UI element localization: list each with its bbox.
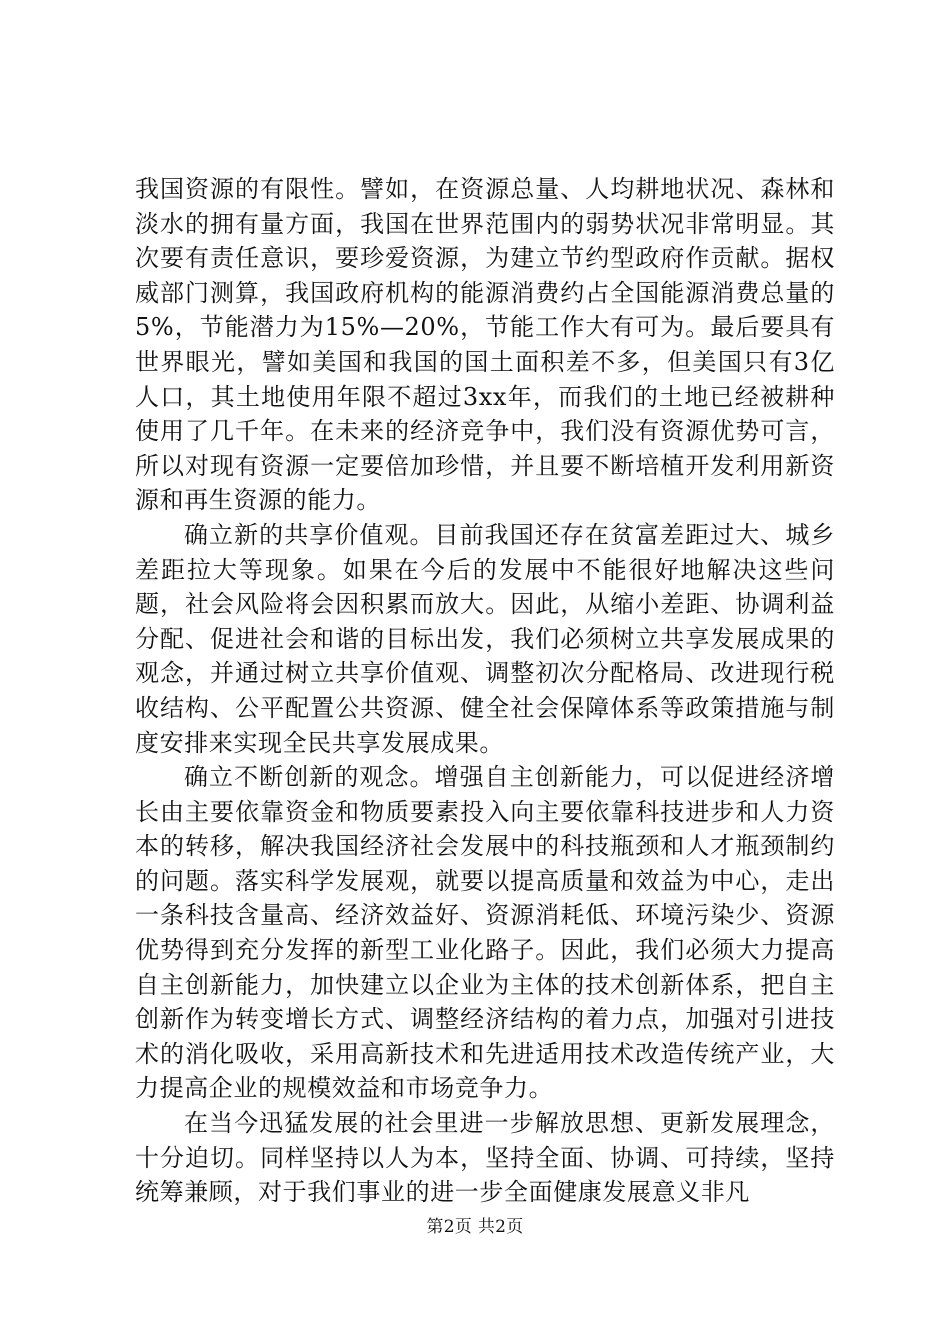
page-footer: 第2页 共2页 <box>426 1217 524 1237</box>
paragraph-conclusion: 在当今迅猛发展的社会里进一步解放思想、更新发展理念，十分迫切。同样坚持以人为本，坚持全面、协调、可持续，坚持统筹兼顾，对于我们事业的进一步全面健康发展意义非凡 <box>135 1109 835 1207</box>
paragraph-resources: 我国资源的有限性。譬如，在资源总量、人均耕地状况、森林和淡水的拥有量方面，我国在世界范围内的弱势状况非常明显。其次要有责任意识，要珍爱资源，为建立节约型政府作贡献。据权威部门测算，我国政府机构的能源消费约占全国能源消费总量的5%，节能潜力为15%—20%，节能工作大有可为。最后要具有世界眼光，譬如美国和我国的国土面积差不多，但美国只有3亿人口，其土地使用年限不超过3xx年，而我们的土地已经被耕种使用了几千年。在未来的经济竞争中，我们没有资源优势可言，所以对现有资源一定要倍加珍惜，并且要不断培植开发利用新资源和再生资源的能力。 <box>135 175 835 515</box>
body-text <box>135 172 835 1210</box>
paragraph-innovation: 确立不断创新的观念。增强自主创新能力，可以促进经济增长由主要依靠资金和物质要素投入向主要依靠科技进步和人力资本的转移，解决我国经济社会发展中的科技瓶颈和人才瓶颈制约的问题。落实科学发展观，就要以提高质量和效益为中心，走出一条科技含量高、经济效益好、资源消耗低、环境污染少、资源优势得到充分发挥的新型工业化路子。因此，我们必须大力提高自主创新能力，加快建立以企业为主体的技术创新体系，把自主创新作为转变增长方式、调整经济结构的着力点，加强对引进技术的消化吸收，采用高新技术和先进适用技术改造传统产业，大力提高企业的规模效益和市场竞争力。 <box>135 763 835 1103</box>
paragraph-shared-values: 确立新的共享价值观。目前我国还存在贫富差距过大、城乡差距拉大等现象。如果在今后的发展中不能很好地解决这些问题，社会风险将会因积累而放大。因此，从缩小差距、协调利益分配、促进社会和谐的目标出发，我们必须树立共享发展成果的观念，并通过树立共享价值观、调整初次分配格局、改进现行税收结构、公平配置公共资源、健全社会保障体系等政策措施与制度安排来实现全民共享发展成果。 <box>135 520 835 757</box>
